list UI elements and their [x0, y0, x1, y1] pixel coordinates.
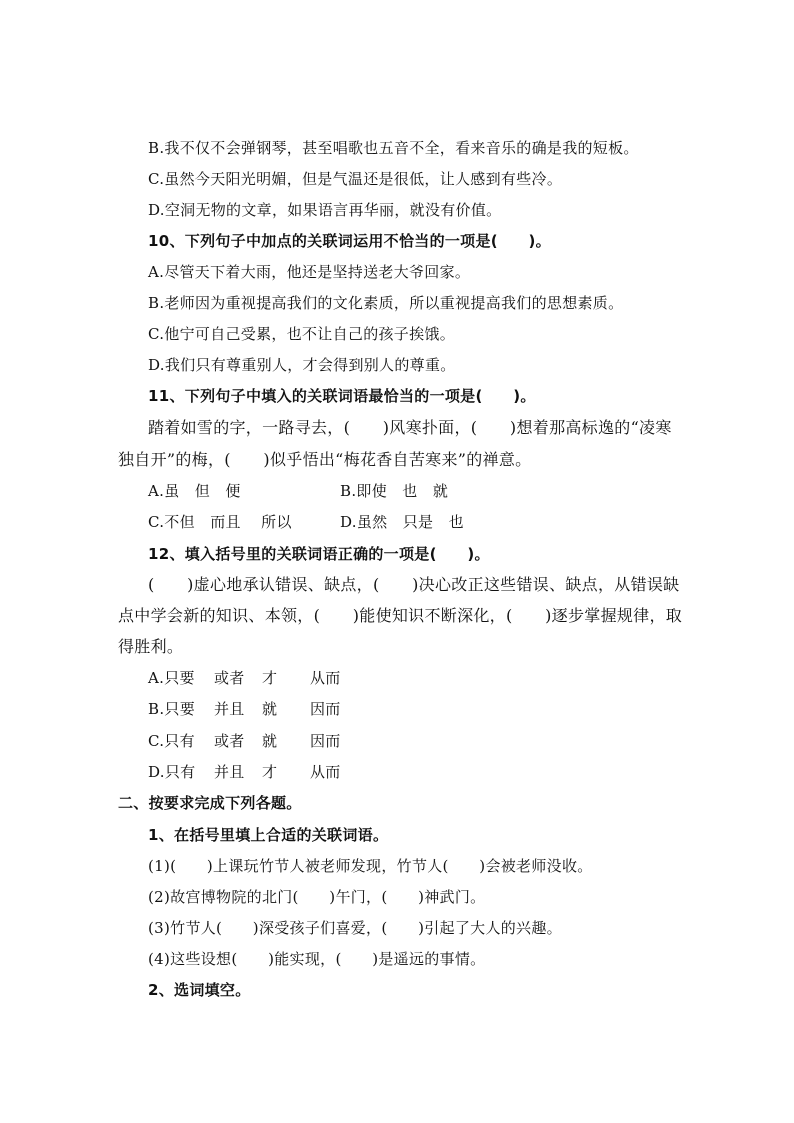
q12-c-word2: 或者 — [214, 732, 245, 750]
q10-option-b: B.老师因为重视提高我们的文化素质，所以重视提高我们的思想素质。 — [148, 294, 624, 312]
section2-item-3: (3)竹节人( )深受孩子们喜爱，( )引起了大人的兴趣。 — [148, 919, 562, 937]
q12-passage-line2: 点中学会新的知识、本领，( )能使知识不断深化，( )逐步掌握规律，取 — [118, 606, 683, 625]
section2-item-4: (4)这些设想( )能实现，( )是遥远的事情。 — [148, 950, 486, 968]
q12-a-word4: 从而 — [310, 669, 341, 687]
q10-option-c: C.他宁可自己受累，也不让自己的孩子挨饿。 — [148, 325, 456, 343]
q12-passage-line3: 得胜利。 — [118, 637, 184, 656]
q11-option-a: A.虽 但 便 — [148, 482, 241, 500]
q11-passage-line2: 独自开”的梅，( )似乎悟出“梅花香自苦寒来”的禅意。 — [118, 450, 532, 469]
q12-d-word4: 从而 — [310, 763, 341, 781]
q11-title: 11、下列句子中填入的关联词语最恰当的一项是( )。 — [148, 387, 536, 405]
q12-c-word1: C.只有 — [148, 732, 195, 750]
q12-option-d — [148, 761, 341, 783]
q12-b-word3: 就 — [262, 700, 278, 718]
q12-c-word4: 因而 — [310, 732, 341, 750]
q9-option-d: D.空洞无物的文章，如果语言再华丽，就没有价值。 — [148, 201, 502, 219]
section2-sub2-title: 2、选词填空。 — [148, 981, 251, 999]
q10-option-a: A.尽管天下着大雨，他还是坚持送老大爷回家。 — [148, 263, 471, 281]
q12-option-b — [148, 698, 341, 720]
q12-title: 12、填入括号里的关联词语正确的一项是( )。 — [148, 545, 490, 563]
q12-b-word4: 因而 — [310, 700, 341, 718]
q12-option-c — [148, 730, 341, 752]
q11-option-b: B.即使 也 就 — [340, 482, 449, 500]
section2-sub1-title: 1、在括号里填上合适的关联词语。 — [148, 826, 389, 844]
q12-option-a — [148, 667, 341, 689]
q12-c-word3: 就 — [262, 732, 278, 750]
q12-d-word1: D.只有 — [148, 763, 196, 781]
q12-d-word3: 才 — [262, 763, 278, 781]
q12-d-word2: 并且 — [214, 763, 245, 781]
q12-passage-line1: ( )虚心地承认错误、缺点，( )决心改正这些错误、缺点，从错误缺 — [148, 575, 680, 594]
q10-title: 10、下列句子中加点的关联词运用不恰当的一项是( )。 — [148, 232, 551, 250]
q12-b-word1: B.只要 — [148, 700, 195, 718]
q12-b-word2: 并且 — [214, 700, 245, 718]
q12-a-word2: 或者 — [214, 669, 245, 687]
q12-a-word3: 才 — [262, 669, 278, 687]
q12-a-word1: A.只要 — [148, 669, 195, 687]
q10-option-d: D.我们只有尊重别人，才会得到别人的尊重。 — [148, 356, 456, 374]
q9-option-c: C.虽然今天阳光明媚，但是气温还是很低，让人感到有些冷。 — [148, 170, 563, 188]
section2-title: 二、按要求完成下列各题。 — [118, 794, 302, 812]
q11-option-c: C.不但 而且 所以 — [148, 513, 292, 531]
q11-passage-line1: 踏着如雪的字，一路寻去，( )风寒扑面，( )想着那高标逸的“凌寒 — [148, 418, 672, 437]
q9-option-b: B.我不仅不会弹钢琴，甚至唱歌也五音不全，看来音乐的确是我的短板。 — [148, 139, 639, 157]
section2-item-2: (2)故宫博物院的北门( )午门，( )神武门。 — [148, 888, 486, 906]
q11-option-d: D.虽然 只是 也 — [340, 513, 464, 531]
section2-item-1: (1)( )上课玩竹节人被老师发现，竹节人( )会被老师没收。 — [148, 857, 593, 875]
